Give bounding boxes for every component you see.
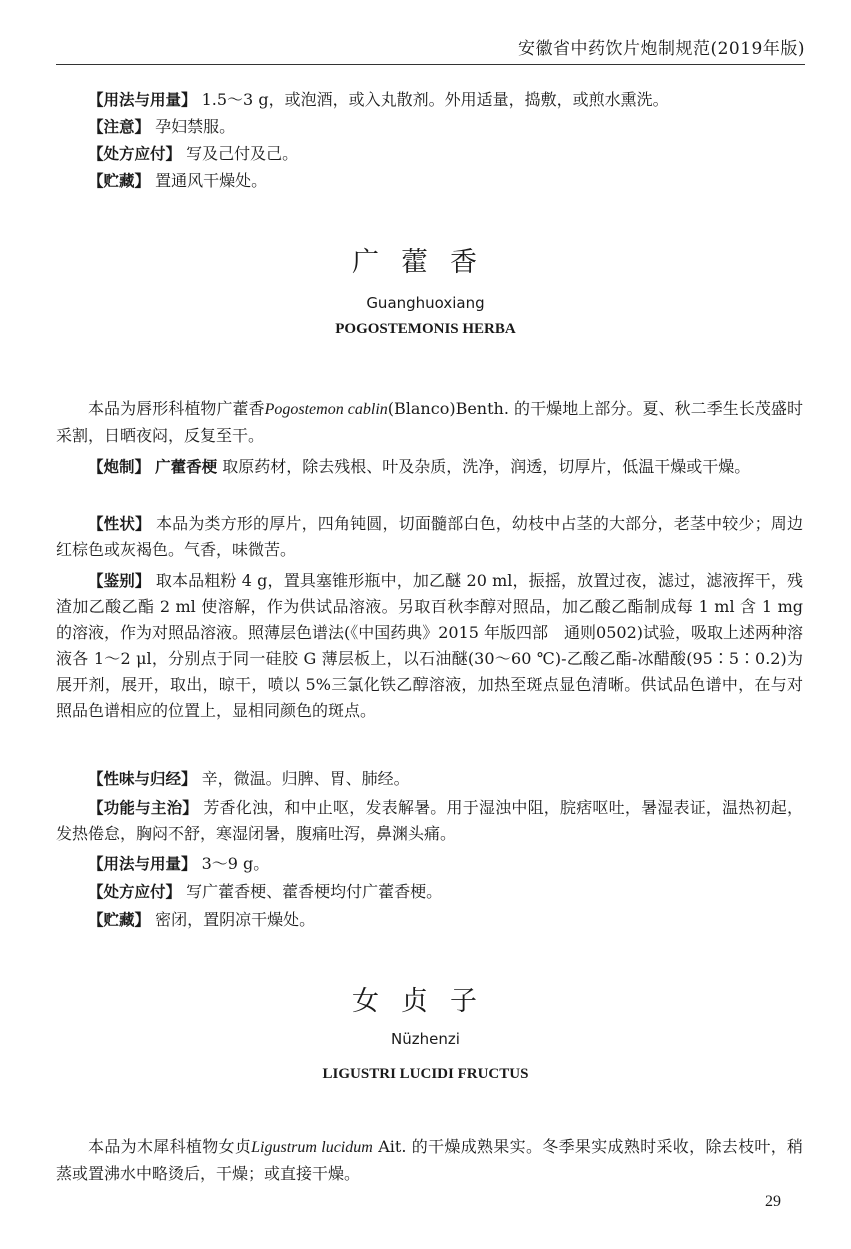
section-text: 取本品粗粉 4 g，置具塞锥形瓶中，加乙醚 20 ml，振摇，放置过夜，滤过，滤液挥干，残渣加乙酸乙酯 2 ml 使溶解，作为供试品溶液。另取百秋李醇对照品，加乙酸乙酯制成每 1 ml 含 1 mg 的溶液，作为对照品溶液。照薄层色谱法(《中国药典》2015 年版四部 通则0502)试验，吸取上述两种溶液各 1～2 μl，分别点于同一硅胶 G 薄层板上，以石油醚(30～60 ℃)-乙酸乙酯-冰醋酸(95∶5∶0.2)为展开剂，展开，取出，晾干，喷以 5%三氯化铁乙醇溶液，加热至斑点显色清晰。供试品色谱中，在与对照品色谱相应的位置上，显相同颜色的斑点。	[56, 571, 804, 720]
section-tag: 【性味与归经】	[88, 770, 197, 788]
nature-section	[56, 766, 803, 792]
section-tag: 【用法与用量】	[88, 91, 197, 109]
species-name: Pogostemon cablin	[264, 401, 388, 418]
header-rule	[56, 64, 805, 65]
intro-text: 本品为唇形科植物广藿香	[88, 399, 265, 418]
section-text: 芳香化浊，和中止呕，发表解暑。用于湿浊中阻，脘痞呕吐，暑湿表证，温热初起，发热倦怠，胸闷不舒，寒湿闭暑，腹痛吐泻，鼻渊头痛。	[56, 798, 803, 843]
page-number: 29	[765, 1193, 781, 1210]
prev-storage	[56, 168, 803, 194]
intro-text: 本品为木犀科植物女贞	[88, 1137, 252, 1156]
prev-prescription	[56, 141, 803, 167]
section-tag: 【鉴别】	[88, 572, 151, 590]
entry-title: 女贞子	[352, 986, 499, 1017]
entry-latin-name: LIGUSTRI LUCIDI FRUCTUS	[322, 1066, 529, 1082]
section-tag: 【处方应付】	[88, 145, 182, 163]
section-tag: 【贮藏】	[88, 172, 151, 190]
section-text: 本品为类方形的厚片，四角钝圆，切面髓部白色，幼枝中占茎的大部分，老茎中较少；周边红棕色或灰褐色。气香，味微苦。	[56, 514, 803, 559]
section-tag: 【炮制】	[88, 458, 151, 476]
entry-latin-name: POGOSTEMONIS HERBA	[335, 321, 516, 337]
section-tag: 【功能与主治】	[88, 799, 198, 817]
species-name: Ligustrum lucidum	[251, 1139, 373, 1156]
processing-section	[56, 454, 803, 480]
intro-text: (Blanco)Benth. 的干燥地上部分。夏、秋二季生长茂盛时采割，日晒夜闷，反复至干。	[56, 399, 803, 445]
intro-text: Ait. 的干燥成熟果实。冬季果实成熟时采收，除去枝叶，稍蒸或置沸水中略烫后，干燥；或直接干燥。	[56, 1137, 804, 1183]
section-text: 密闭，置阴凉干燥处。	[155, 910, 316, 929]
entry-pinyin: Nüzhenzi	[391, 1030, 460, 1048]
usage-section	[56, 851, 803, 877]
section-text: 取原药材，除去残根、叶及杂质，洗净，润透，切厚片，低温干燥或干燥。	[222, 457, 751, 476]
section-text: 写广藿香梗、藿香梗均付广藿香梗。	[186, 882, 443, 901]
section-text: 置通风干燥处。	[155, 171, 268, 190]
section-tag: 【贮藏】	[88, 911, 151, 929]
section-text: 写及己付及己。	[186, 144, 299, 163]
storage-section	[56, 907, 803, 933]
entry-intro	[56, 1134, 803, 1187]
processed-name: 广藿香梗	[155, 458, 218, 476]
section-tag: 【注意】	[88, 118, 151, 136]
function-section	[56, 795, 803, 847]
section-text: 辛，微温。归脾、胃、肺经。	[201, 769, 410, 788]
character-section	[56, 511, 803, 563]
section-text: 3～9 g。	[201, 854, 270, 873]
prev-caution	[56, 114, 803, 140]
entry-intro	[56, 396, 803, 449]
identification-section	[56, 568, 803, 724]
entry-title: 广藿香	[352, 247, 499, 278]
section-text: 1.5～3 g，或泡酒，或入丸散剂。外用适量，捣敷，或煎水熏洗。	[201, 90, 669, 109]
running-header: 安徽省中药饮片炮制规范(2019年版)	[517, 39, 805, 59]
section-tag: 【性状】	[88, 515, 151, 533]
entry-pinyin: Guanghuoxiang	[366, 294, 485, 312]
prev-usage	[56, 87, 803, 113]
section-text: 孕妇禁服。	[155, 117, 236, 136]
section-tag: 【用法与用量】	[88, 855, 197, 873]
prescription-section	[56, 879, 803, 905]
section-tag: 【处方应付】	[88, 883, 182, 901]
